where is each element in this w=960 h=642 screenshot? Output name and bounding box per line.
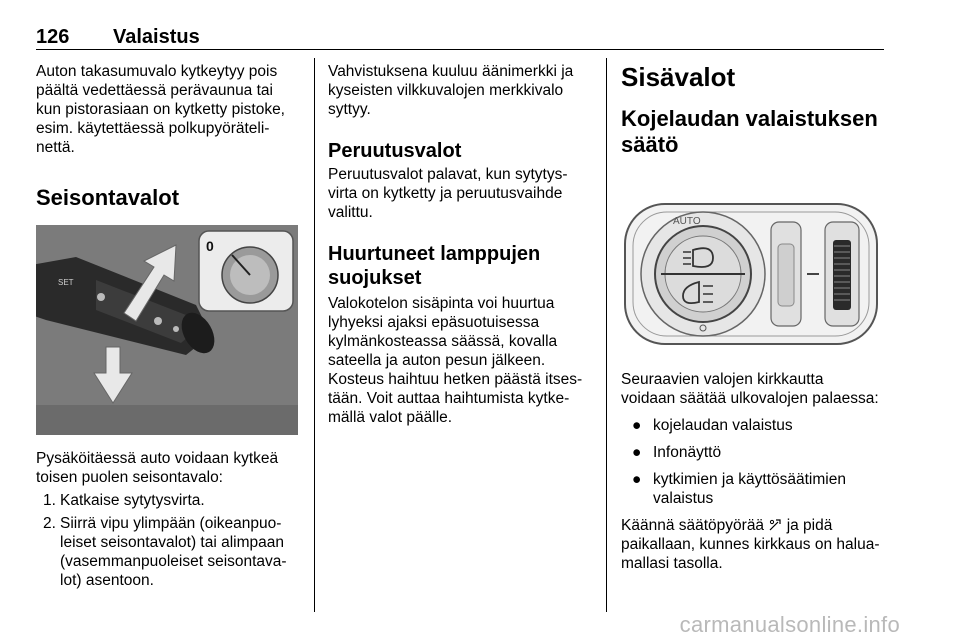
heading-huurtuneet-lamppujen-suojukset: Huurtuneet lamppujen suojukset [328, 243, 541, 289]
list-item: ● kytkimien ja käyttösäätimien valaistus [632, 471, 846, 507]
stalk-illustration [36, 225, 298, 435]
list-item: ● kojelaudan valaistus [632, 417, 793, 434]
watermark: carmanualsonline.info [679, 612, 900, 637]
svg-text:SET: SET [58, 278, 74, 287]
dial-zero-label: 0 [206, 238, 214, 254]
confirmation-paragraph: Vahvistuksena kuuluu äänimerkki ja kyseisten vilkkuvalojen merkkivalo syttyy. [328, 63, 574, 118]
page-header [36, 26, 200, 49]
header-rule [36, 49, 884, 50]
column-divider [314, 58, 315, 612]
heading-peruutusvalot: Peruutusvalot [328, 140, 462, 162]
heading-kojelaudan-valaistuksen-saato: Kojelaudan valaistuksen säätö [621, 106, 878, 157]
column-middle [328, 62, 594, 427]
reversing-lights-paragraph: Peruutusvalot palavat, kun sytytys- virta on kytketty ja peruutusvaihde valittu. [328, 166, 568, 221]
heading-sisavalot: Sisävalot [621, 62, 736, 92]
column-right [621, 62, 887, 573]
page-number: 126 [36, 26, 70, 48]
brightness-wheel-icon [768, 518, 782, 532]
section-title: Valaistus [113, 26, 200, 48]
thumbwheel-paragraph: Käännä säätöpyörää ja pidä paikallaan, kunnes kirkkaus on halua- mallasi tasolla. [621, 517, 880, 572]
light-switch-illustration [621, 200, 883, 348]
list-item: ● Infonäyttö [632, 444, 722, 461]
brightness-paragraph: Seuraavien valojen kirkkautta voidaan säätää ulkovalojen palaessa: [621, 371, 879, 407]
parking-light-paragraph: Pysäköitäessä auto voidaan kytkeä toisen puolen seisontavalo: [36, 450, 279, 486]
condensation-paragraph: Valokotelon sisäpinta voi huurtua lyhyeksi ajaksi epäsuotuisessa kylmänkosteassa säässä, kovalla sateella ja auton pesun jälkeen. Kosteus haihtuu hetken päästä itses- tään. Voit auttaa haihtumista kytke- mällä valot päälle. [328, 295, 583, 426]
list-item: 2. Siirrä vipu ylimpään (oikeanpuo- leiset seisontavalot) tai alimpaan (vasemmanpuoleiset seisontava- lot) asentoon. [43, 515, 287, 589]
intro-paragraph: Auton takasumuvalo kytkeytyy pois päältä vedettäessä perävaunua tai kun pistorasiaan on kytketty pistoke, esim. käytettäessä polkupyöräteli- nettä. [36, 63, 285, 156]
auto-label: AUTO [673, 216, 701, 227]
steps-list [36, 491, 302, 590]
column-left [36, 62, 302, 590]
heading-seisontavalot: Seisontavalot [36, 185, 180, 210]
column-divider [606, 58, 607, 612]
bullet-list [621, 416, 887, 508]
list-item: 1. Katkaise sytytysvirta. [43, 492, 205, 509]
